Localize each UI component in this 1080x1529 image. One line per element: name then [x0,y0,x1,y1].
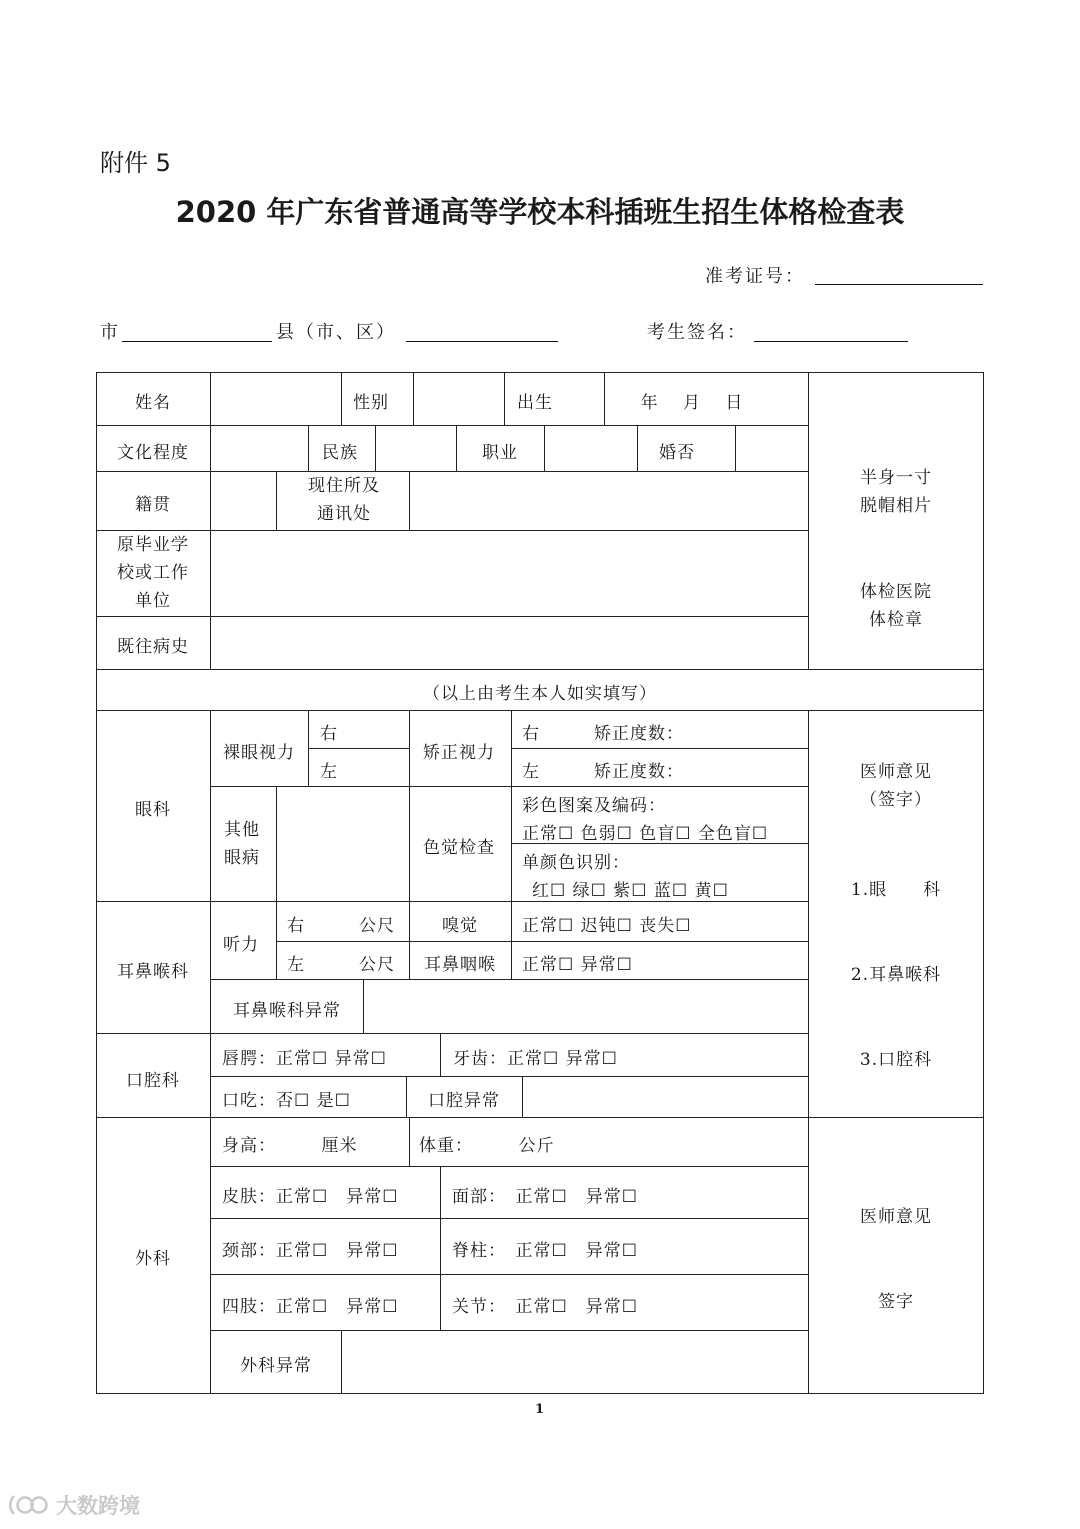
teeth-options[interactable]: 牙齿：正常☐ 异常☐ [453,1049,618,1069]
face-options[interactable]: 面部： 正常☐ 异常☐ [452,1187,638,1207]
surgery-abnormal-label: 外科异常 [240,1356,312,1376]
rule [96,425,808,426]
surgery-doctor-opinion: 医师意见 [860,1207,932,1227]
rule [341,1330,342,1393]
rule [511,901,512,979]
weight-field: 体重： 公斤 [419,1136,555,1156]
rule [210,710,211,1393]
birth-date-label: 年 月 日 [640,393,744,413]
rule [96,471,808,472]
table-border-top [96,372,984,373]
spine-options[interactable]: 脊柱： 正常☐ 异常☐ [452,1241,638,1261]
rule [96,1033,808,1034]
rule [511,710,512,901]
rule [413,372,414,425]
opinion-item-eye: 1.眼 科 [850,880,942,900]
corrected-vision-label: 矫正视力 [423,743,495,763]
ent-abnormal-label: 耳鼻喉科异常 [233,1001,341,1021]
table-border-left [96,372,97,1393]
rule [96,669,984,670]
single-color-options[interactable]: 红☐ 绿☐ 紫☐ 蓝☐ 黄☐ [532,881,729,901]
naked-right-label: 右 [320,724,338,744]
rule [308,710,309,786]
lip-options[interactable]: 唇腭：正常☐ 异常☐ [222,1049,387,1069]
opinion-item-oral: 3.口腔科 [859,1050,933,1070]
corrected-right-label: 右 矫正度数： [522,724,684,744]
rule [210,979,808,980]
rule [96,901,808,902]
limbs-options[interactable]: 四肢：正常☐ 异常☐ [222,1297,399,1317]
doctor-opinion-sign: 医师意见 （签字） [860,762,932,810]
joints-options[interactable]: 关节： 正常☐ 异常☐ [452,1297,638,1317]
city-field[interactable] [122,341,272,342]
exam-number-field[interactable] [815,284,983,285]
rule [308,425,309,471]
birth-label: 出生 [517,393,553,413]
corrected-left-label: 左 矫正度数： [522,762,684,782]
rule [96,616,808,617]
watermark [8,1490,140,1520]
rule [409,710,410,901]
marital-label: 婚否 [659,443,695,463]
rule [210,1166,808,1167]
rule [522,1076,523,1117]
rule [210,1330,808,1331]
address-label: 现住所及 通讯处 [308,476,380,524]
smell-label: 嗅觉 [442,916,478,936]
rule [544,425,545,471]
oral-section-label: 口腔科 [126,1071,180,1091]
signature-field[interactable] [754,341,908,342]
history-label: 既往病史 [117,637,189,657]
rule [735,425,736,471]
school-label: 原毕业学 校或工作 单位 [117,535,189,611]
photo-placeholder: 半身一寸 脱帽相片 [860,468,932,516]
hearing-label: 听力 [223,935,259,955]
rule [210,786,808,787]
oral-abnormal-label: 口腔异常 [428,1091,500,1111]
rule [440,1166,441,1330]
rule [409,1117,410,1166]
opinion-item-ent: 2.耳鼻喉科 [850,965,942,985]
rule [808,372,809,669]
naked-left-label: 左 [320,762,338,782]
rule [96,530,808,531]
hearing-left-label: 左 公尺 [287,955,395,975]
color-vision-label: 色觉检查 [423,838,495,858]
smell-options[interactable]: 正常☐ 迟钝☐ 丧失☐ [522,916,692,936]
native-place-label: 籍贯 [135,495,171,515]
rule [210,1274,808,1275]
rule [210,372,211,669]
rule [276,901,277,979]
signature-label: 考生签名： [647,322,747,343]
form-title: 2020 年广东省普通高等学校本科插班生招生体格检查表 [175,195,905,229]
occupation-label: 职业 [482,443,518,463]
rule [406,1076,407,1117]
rule [308,748,409,749]
rule [409,901,410,979]
naked-vision-label: 裸眼视力 [223,743,295,763]
rule [456,425,457,471]
stutter-options[interactable]: 口吃：否☐ 是☐ [222,1091,351,1111]
hearing-right-label: 右 公尺 [287,916,395,936]
ethnicity-label: 民族 [322,443,358,463]
rule [96,710,984,711]
self-fill-note: （以上由考生本人如实填写） [423,684,657,704]
rule [96,1117,808,1118]
rule [808,1117,983,1118]
eye-section-label: 眼科 [135,800,171,820]
single-color-label: 单颜色识别： [522,853,630,873]
rule [604,372,605,425]
exam-number-label: 准考证号： [705,266,805,287]
table-border-bottom [96,1393,984,1394]
rule [363,979,364,1033]
page-number: 1 [534,1402,546,1417]
gender-label: 性别 [353,393,389,413]
rule [504,372,505,425]
rule [808,710,809,1393]
color-pattern-options[interactable]: 正常☐ 色弱☐ 色盲☐ 全色盲☐ [522,824,769,844]
attachment-label: 附件 5 [100,149,171,177]
rule [440,1033,441,1076]
rule [409,471,410,530]
rule [210,1076,808,1077]
skin-options[interactable]: 皮肤：正常☐ 异常☐ [222,1187,399,1207]
county-field[interactable] [406,341,558,342]
ent-section-label: 耳鼻喉科 [117,962,189,982]
surgery-doctor-sign: 签字 [878,1292,914,1312]
color-pattern-label: 彩色图案及编码： [522,796,666,816]
rule [341,372,342,425]
name-label: 姓名 [135,393,171,413]
rule [375,425,376,471]
rule [276,786,277,901]
height-field: 身高： 厘米 [222,1136,358,1156]
table-border-right [983,372,984,1393]
pharynx-label: 耳鼻咽喉 [424,955,496,975]
surgery-section-label: 外科 [135,1249,171,1269]
hospital-stamp-label: 体检医院 体检章 [860,582,932,630]
rule [637,425,638,471]
pharynx-options[interactable]: 正常☐ 异常☐ [522,955,633,975]
city-label: 市 [100,322,120,343]
rule [511,748,808,749]
neck-options[interactable]: 颈部：正常☐ 异常☐ [222,1241,399,1261]
rule [210,1218,808,1219]
rule [276,941,808,942]
watermark-logo-icon [8,1492,50,1518]
other-eye-disease-label: 其他 眼病 [224,820,260,868]
rule [276,471,277,530]
watermark-text: 大数跨境 [56,1494,140,1518]
county-label: 县（市、区） [276,322,396,343]
education-label: 文化程度 [117,443,189,463]
